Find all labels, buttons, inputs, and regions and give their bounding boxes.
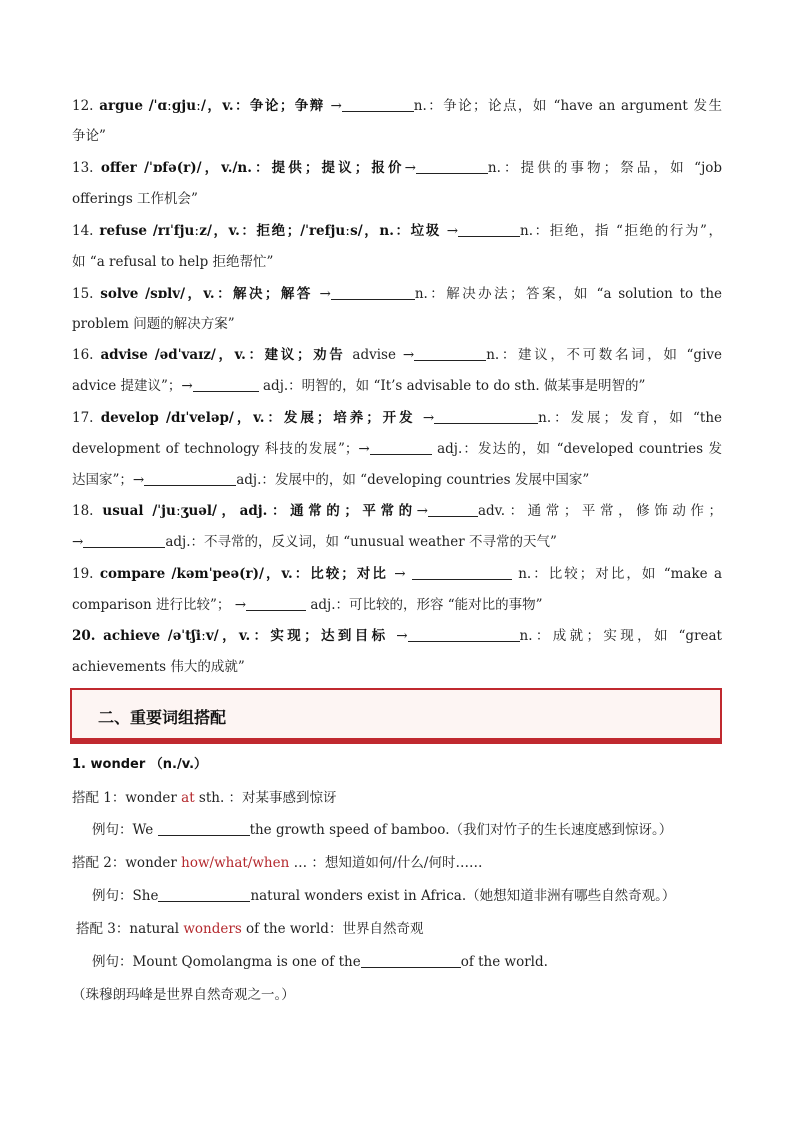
example-1: 例句：We the growth speed of bamboo.（我们对竹子的生长速度感到惊讶。） xyxy=(92,822,673,838)
section-underline xyxy=(70,740,722,744)
vocab-item-20-line2: achievements 伟大的成就” xyxy=(72,659,245,675)
vocab-item-18-line1: 18. usual /ˈjuːʒuəl/，adj.：通常的；平常的→ adv.：通常；平常，修饰动作； xyxy=(72,503,723,519)
phrase-heading: 1. wonder （n./v.） xyxy=(72,757,208,772)
vocab-item-12-line2: 争论” xyxy=(72,128,106,144)
collocation-2: 搭配 2：wonder how/what/when … ：想知道如何/什么/何时…… xyxy=(72,855,483,871)
vocab-item-16-line1: 16. advise /ədˈvaɪz/，v.：建议；劝告 advise → n.：建议，不可数名词，如 “give xyxy=(72,347,722,363)
answer-blank[interactable] xyxy=(158,887,250,902)
vocab-item-17-line3: 达国家”；→ adj.：发展中的，如 “developing countries 发展中国家” xyxy=(72,472,590,488)
answer-blank[interactable] xyxy=(193,377,259,392)
answer-blank[interactable] xyxy=(408,627,520,642)
example-3: 例句：Mount Qomolangma is one of the of the world. xyxy=(92,954,548,970)
answer-blank[interactable] xyxy=(412,565,512,580)
vocab-item-14-line2: 如 “a refusal to help 拒绝帮忙” xyxy=(72,254,274,270)
answer-blank[interactable] xyxy=(158,821,250,836)
answer-blank[interactable] xyxy=(361,953,461,968)
answer-blank[interactable] xyxy=(434,409,538,424)
vocab-item-12-line1: 12. argue /ˈɑːɡjuː/，v.：争论；争辩 → n.：争论；论点，如 “have an argument 发生 xyxy=(72,98,722,114)
answer-blank[interactable] xyxy=(428,502,478,517)
answer-blank[interactable] xyxy=(458,222,520,237)
answer-blank[interactable] xyxy=(331,285,415,300)
vocab-item-19-line2: comparison 进行比较”； → adj.：可比较的，形容 “能对比的事物” xyxy=(72,597,543,613)
answer-blank[interactable] xyxy=(246,596,306,611)
example-3-translation: （珠穆朗玛峰是世界自然奇观之一。） xyxy=(72,987,295,1003)
vocab-item-18-line2: → adj.：不寻常的，反义词，如 “unusual weather 不寻常的天气” xyxy=(72,534,557,550)
vocab-item-13-line1: 13. offer /ˈɒfə(r)/，v./n.：提供；提议；报价→ n.：提供的事物；祭品，如 “job xyxy=(72,160,723,176)
answer-blank[interactable] xyxy=(416,159,488,174)
vocab-item-15-line2: problem 问题的解决方案” xyxy=(72,316,235,332)
vocab-item-19-line1: 19. compare /kəmˈpeə(r)/，v.：比较；对比 → n.：比较；对比，如 “make a xyxy=(72,566,723,582)
vocab-item-17-line1: 17. develop /dɪˈveləp/，v.：发展；培养；开发 → n.：发展；发育，如 “the xyxy=(72,410,723,426)
answer-blank[interactable] xyxy=(370,440,432,455)
section-title: 二、重要词组搭配 xyxy=(98,708,227,727)
example-2: 例句：She natural wonders exist in Africa.（她想知道非洲有哪些自然奇观。） xyxy=(92,888,676,904)
vocab-item-16-line2: advice 提建议”；→ adj.：明智的，如 “It’s advisable to do sth. 做某事是明智的” xyxy=(72,378,646,394)
collocation-3: 搭配 3：natural wonders of the world：世界自然奇观 xyxy=(76,921,424,937)
answer-blank[interactable] xyxy=(414,346,486,361)
answer-blank[interactable] xyxy=(144,471,236,486)
vocab-item-15-line1: 15. solve /sɒlv/，v.：解决；解答 → n.：解决办法；答案，如 “a solution to the xyxy=(72,286,723,302)
section-header xyxy=(70,688,722,740)
answer-blank[interactable] xyxy=(342,97,414,112)
vocab-item-13-line2: offerings 工作机会” xyxy=(72,191,198,207)
vocab-item-17-line2: development of technology 科技的发展”；→ adj.：发达的，如 “developed countries 发 xyxy=(72,441,722,457)
vocab-item-14-line1: 14. refuse /rɪˈfjuːz/，v.：拒绝；/ˈrefjuːs/，n.：垃圾 → n.：拒绝，指 “拒绝的行为”， xyxy=(72,223,723,239)
answer-blank[interactable] xyxy=(83,533,165,548)
collocation-1: 搭配 1：wonder at sth. ：对某事感到惊讶 xyxy=(72,790,337,806)
vocab-item-20-line1: 20. achieve /əˈtʃiːv/，v.：实现；达到目标 → n.：成就；实现，如 “great xyxy=(72,628,722,644)
